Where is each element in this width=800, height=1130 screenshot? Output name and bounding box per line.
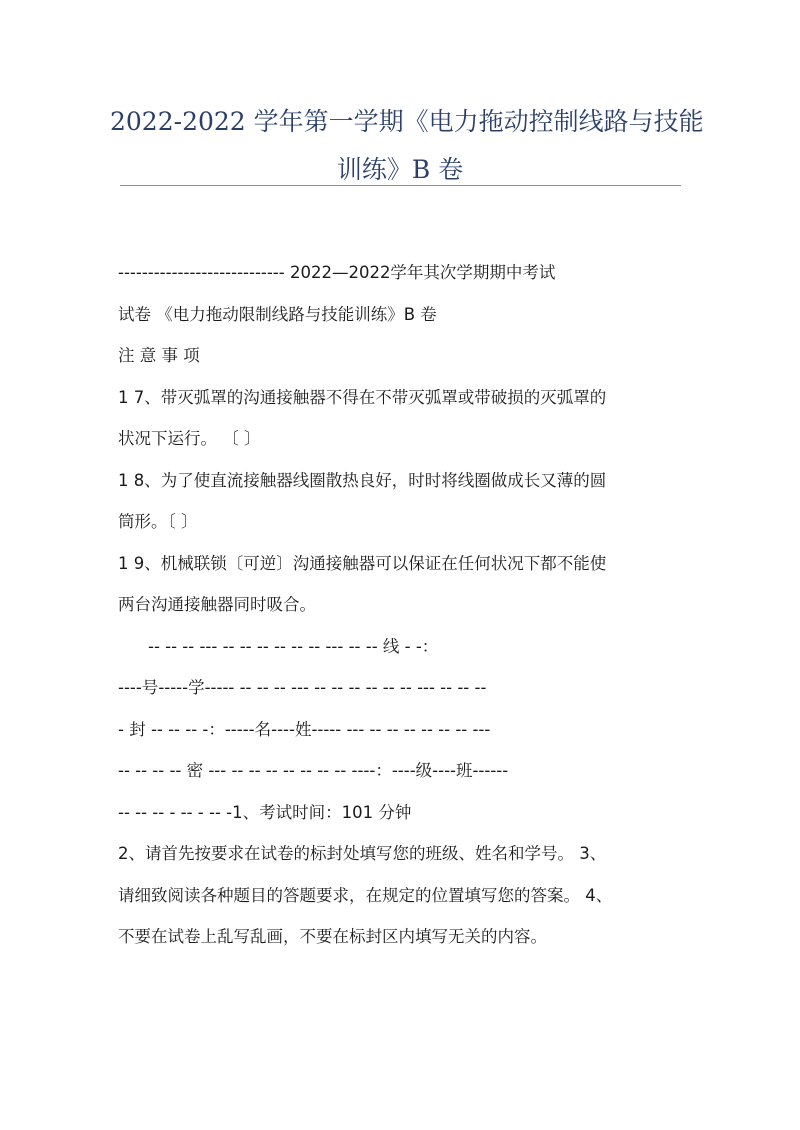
question-17-line-1: 1 7、带灭弧罩的沟通接触器不得在不带灭弧罩或带破损的灭弧罩的 <box>118 387 607 407</box>
document-body <box>118 252 688 958</box>
question-18-line-1: 1 8、为了使直流接触器线圈散热良好，时时将线圈做成长又薄的圆 <box>118 470 607 490</box>
instruction-line-2: 请细致阅读各种题目的答题要求，在规定的位置填写您的答案。 4、 <box>118 885 613 905</box>
question-19-line-2: 两台沟通接触器同时吸合。 <box>118 595 316 614</box>
question-19-line-1: 1 9、机械联锁〔可逆〕沟通接触器可以保证在任何状况下都不能使 <box>118 553 607 573</box>
exam-header-line: ---------------------------- 2022—2022学年其次学期期中考试 <box>118 263 556 282</box>
notice-heading: 注 意 事 项 <box>118 346 200 365</box>
title-divider <box>120 185 681 186</box>
question-18-line-2: 筒形。〔 〕 <box>118 512 198 531</box>
title-line-2: 训练》B 卷 <box>336 155 464 184</box>
question-17-line-2: 状况下运行。 〔 〕 <box>118 429 261 448</box>
instruction-line-1: 2、请首先按要求在试卷的标封处填写您的班级、姓名和学号。 3、 <box>118 844 607 863</box>
title-line-1: 2022-2022 学年第一学期《电力拖动控制线路与技能 <box>110 107 704 136</box>
exam-subtitle-line: 试卷 《电力拖动限制线路与技能训练》B 卷 <box>118 304 437 324</box>
seal-line-2: ----号-----学----- -- -- -- --- -- -- -- -- -- -- --- -- -- -- <box>118 678 487 697</box>
seal-line-3: - 封 -- -- -- -：-----名----姓----- --- -- -- -- -- -- -- --- <box>118 719 491 739</box>
seal-line-1: -- -- -- --- -- -- -- -- -- -- --- -- -- 线 - -： <box>148 636 439 656</box>
document-title <box>110 98 704 194</box>
seal-line-4: -- -- -- -- 密 --- -- -- -- -- -- -- -- ----：----级----班------ <box>118 761 509 780</box>
instruction-line-3: 不要在试卷上乱写乱画，不要在标封区内填写无关的内容。 <box>118 927 547 946</box>
seal-line-5: -- -- -- - -- - -- -1、考试时间：101 分钟 <box>118 802 412 822</box>
